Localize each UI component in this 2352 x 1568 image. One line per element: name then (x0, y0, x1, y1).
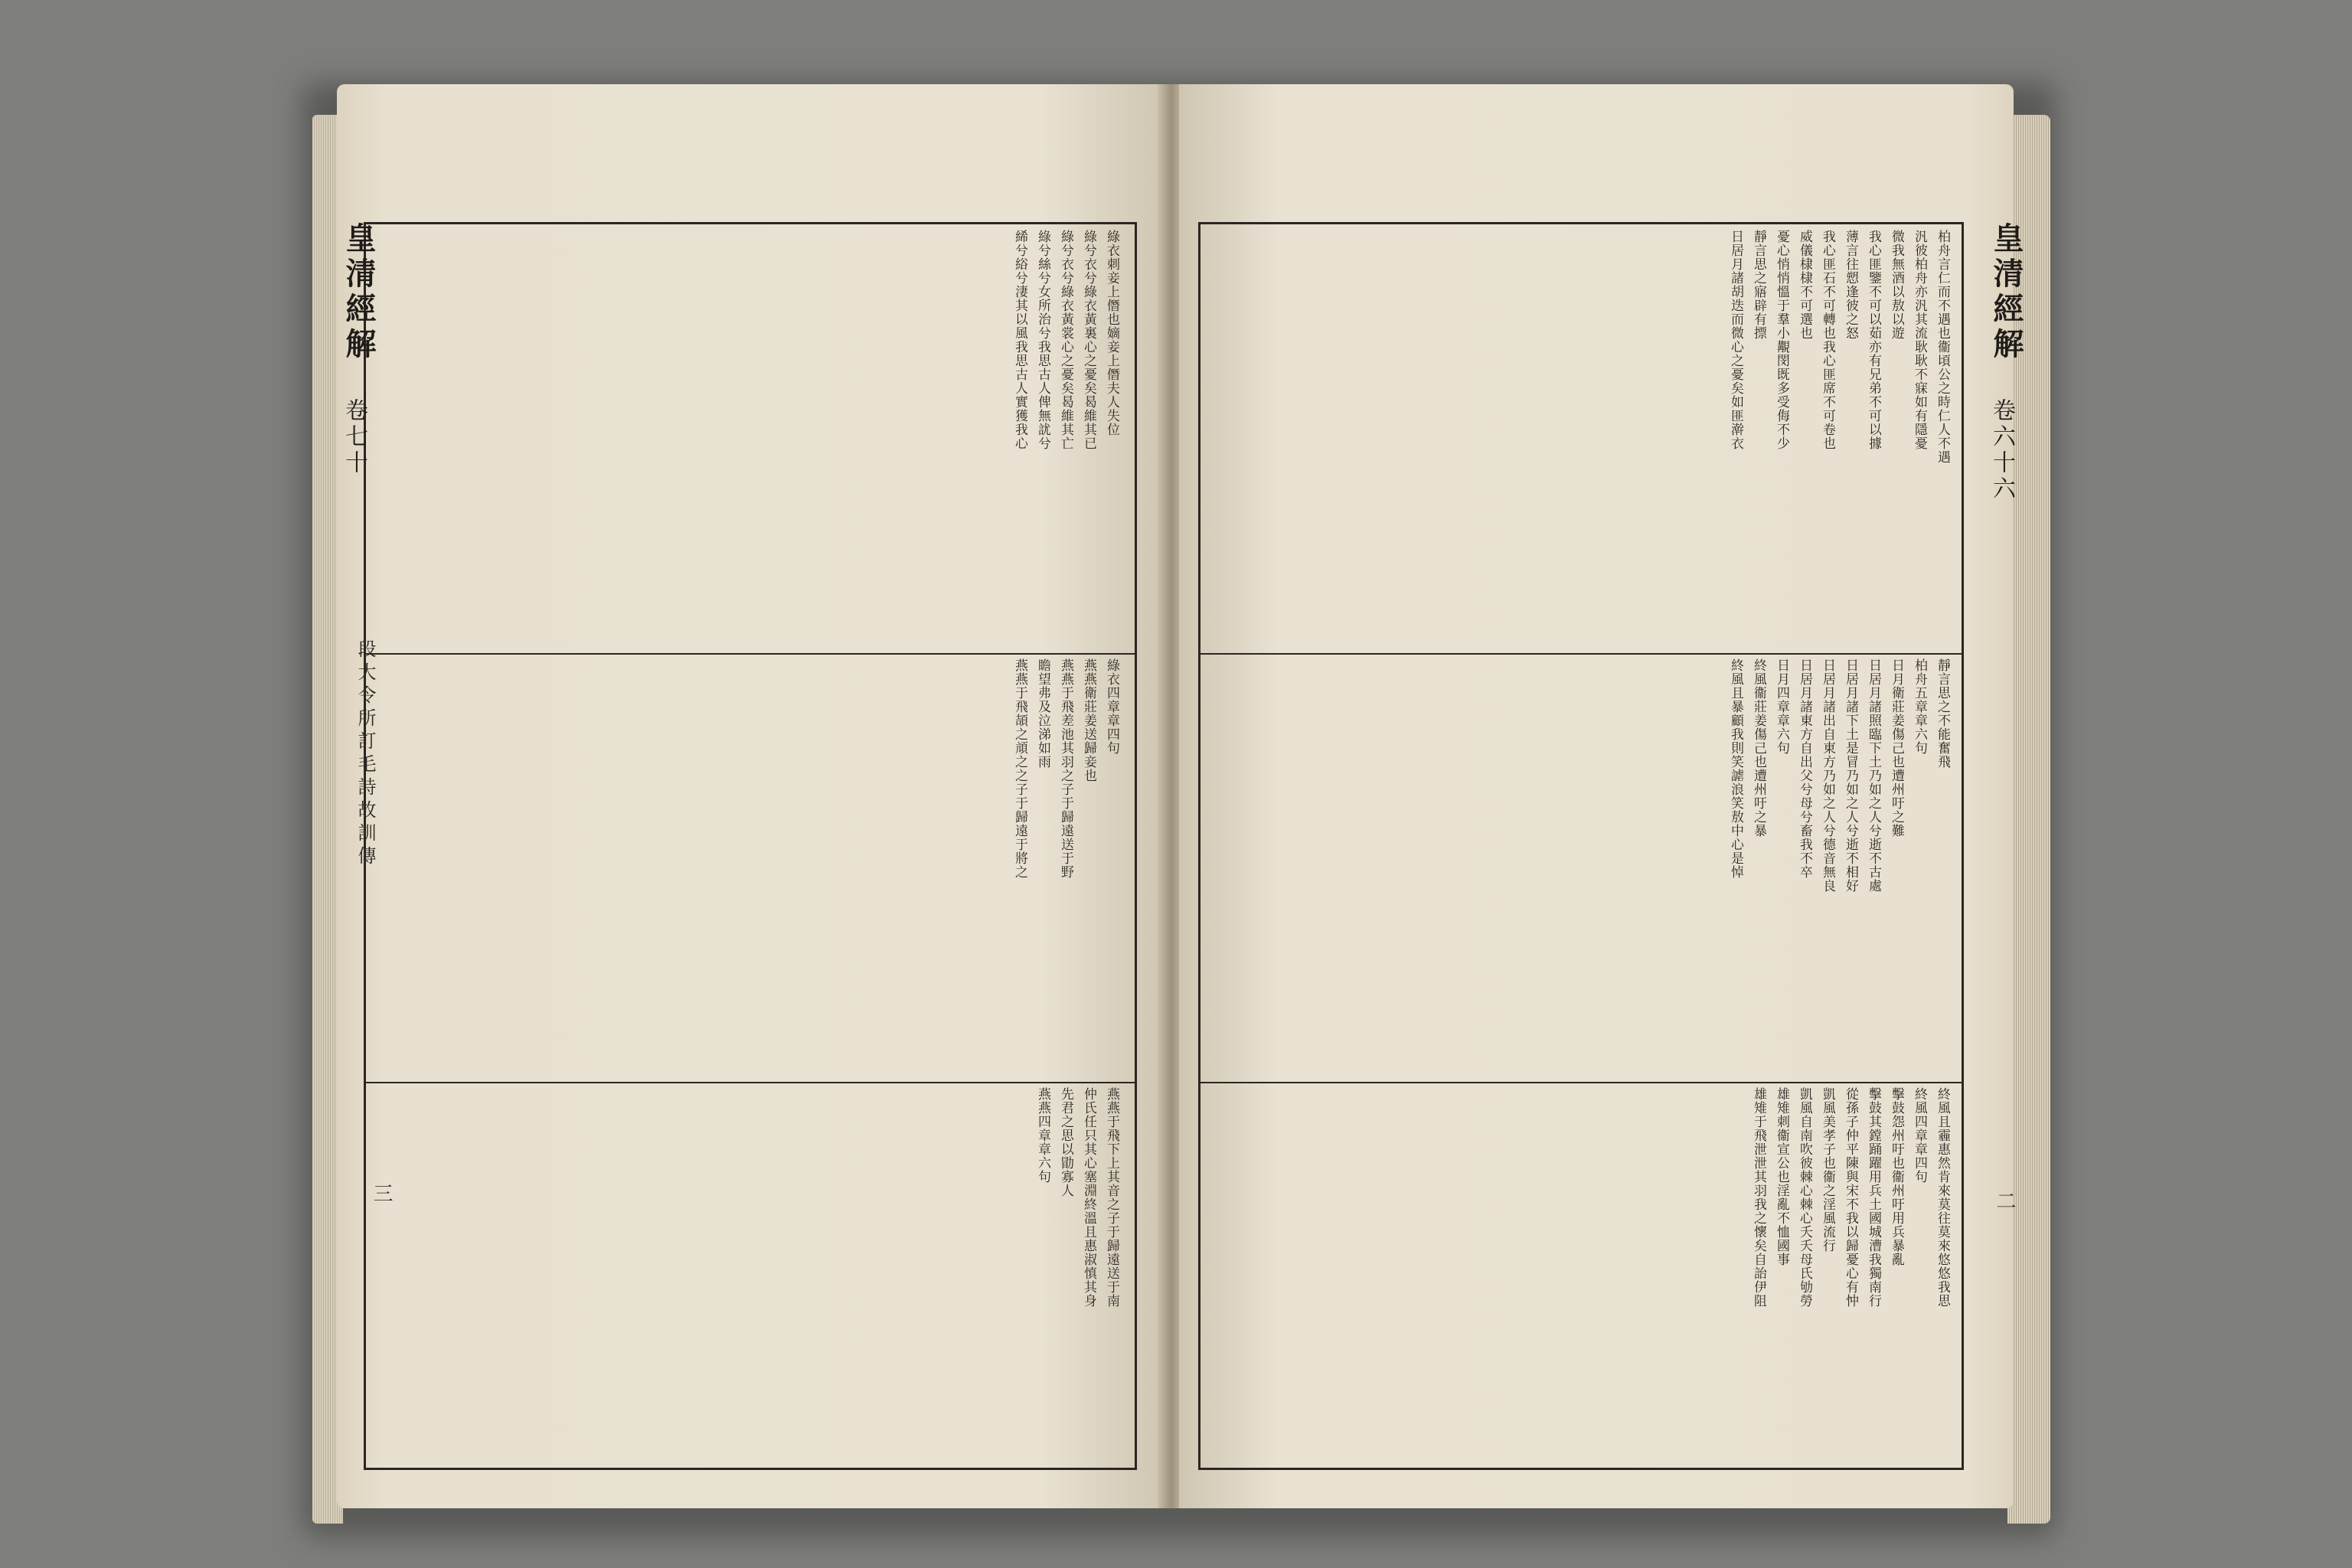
left-running-title: 皇清經解 (341, 222, 377, 363)
text-column: 憂心悄悄慍于羣小覯閔既多受侮不少 (1774, 230, 1789, 450)
text-column: 終風衞莊姜傷己也遭州吁之暴 (1751, 658, 1766, 838)
text-column: 我心匪石不可轉也我心匪席不可卷也 (1820, 230, 1835, 450)
text-column: 柏舟五章章六句 (1912, 658, 1927, 755)
text-column: 雄雉于飛泄泄其羽我之懷矣自詒伊阻 (1751, 1087, 1766, 1308)
left-page (337, 84, 1164, 1508)
text-column: 擊鼓怨州吁也衞州吁用兵暴亂 (1889, 1087, 1904, 1266)
text-column: 先君之思以勖寡人 (1058, 1087, 1073, 1197)
left-folio: 三 (370, 1183, 393, 1203)
text-column: 綠兮絲兮女所治兮我思古人俾無訧兮 (1035, 230, 1050, 450)
text-column: 日居月諸下土是冒乃如之人兮逝不相好 (1843, 658, 1858, 893)
text-column: 終風且暴顧我則笑謔浪笑敖中心是悼 (1728, 658, 1743, 879)
text-column: 柏舟言仁而不遇也衞頃公之時仁人不遇 (1935, 230, 1950, 464)
text-column: 終風四章章四句 (1912, 1087, 1927, 1184)
right-volume-label: 卷六十六 (1988, 398, 2015, 502)
right-folio: 二 (1993, 1191, 2016, 1210)
right-frame-divider-upper (1200, 653, 1962, 655)
text-column: 燕燕衛莊姜送歸妾也 (1081, 658, 1096, 782)
text-column: 我心匪鑒不可以茹亦有兄弟不可以據 (1866, 230, 1881, 450)
text-column: 日月四章章六句 (1774, 658, 1789, 755)
left-frame-divider-upper (366, 653, 1135, 655)
right-running-title: 皇清經解 (1988, 222, 2024, 363)
text-column: 從孫子仲平陳與宋不我以歸憂心有忡 (1843, 1087, 1858, 1308)
text-column: 日月衛莊姜傷己也遭州吁之難 (1889, 658, 1904, 838)
text-column: 綠兮衣兮綠衣黃裳心之憂矣曷維其亡 (1058, 230, 1073, 450)
text-column: 燕燕四章章六句 (1035, 1087, 1050, 1184)
right-frame-divider-lower (1200, 1082, 1962, 1083)
text-column: 雄雉刺衞宣公也淫亂不恤國事 (1774, 1087, 1789, 1266)
text-column: 日居月諸出自東方乃如之人兮德音無良 (1820, 658, 1835, 893)
left-side-label: 段大令所訂毛詩故訓傳 (354, 639, 376, 869)
text-column: 燕燕于飛下上其音之子于歸遠送于南 (1104, 1087, 1119, 1308)
text-column: 凱風自南吹彼棘心棘心夭夭母氏劬勞 (1797, 1087, 1812, 1308)
text-column: 綠衣四章章四句 (1104, 658, 1119, 755)
text-column: 終風且霾惠然肯來莫往莫來悠悠我思 (1935, 1087, 1950, 1308)
text-column: 絺兮綌兮淒其以風我思古人實獲我心 (1012, 230, 1027, 450)
left-volume-label: 卷七十 (341, 398, 368, 476)
text-column: 汎彼柏舟亦汎其流耿耿不寐如有隱憂 (1912, 230, 1927, 450)
text-column: 薄言往愬逢彼之怒 (1843, 230, 1858, 340)
text-column: 日居月諸胡迭而微心之憂矣如匪澣衣 (1728, 230, 1743, 450)
text-column: 靜言思之不能奮飛 (1935, 658, 1950, 769)
text-column: 日居月諸東方自出父兮母兮畜我不卒 (1797, 658, 1812, 879)
text-column: 靜言思之寤辟有摽 (1751, 230, 1766, 340)
text-column: 仲氏任只其心塞淵終溫且惠淑慎其身 (1081, 1087, 1096, 1308)
text-column: 凱風美孝子也衞之淫風流行 (1820, 1087, 1835, 1253)
text-column: 日居月諸照臨下土乃如之人兮逝不古處 (1866, 658, 1881, 893)
text-column: 瞻望弗及泣涕如雨 (1035, 658, 1050, 769)
text-column: 燕燕于飛頡之頏之之子于歸遠于將之 (1012, 658, 1027, 879)
text-column: 燕燕于飛差池其羽之子于歸遠送于野 (1058, 658, 1073, 879)
right-page (1179, 84, 2014, 1508)
left-frame-divider-lower (366, 1082, 1135, 1083)
text-column: 擊鼓其鏜踊躍用兵土國城漕我獨南行 (1866, 1087, 1881, 1308)
text-column: 微我無酒以敖以遊 (1889, 230, 1904, 340)
text-column: 威儀棣棣不可選也 (1797, 230, 1812, 340)
text-column: 綠衣刺妾上僭也嫡妾上僭夫人失位 (1104, 230, 1119, 436)
text-column: 綠兮衣兮綠衣黃裏心之憂矣曷維其已 (1081, 230, 1096, 450)
